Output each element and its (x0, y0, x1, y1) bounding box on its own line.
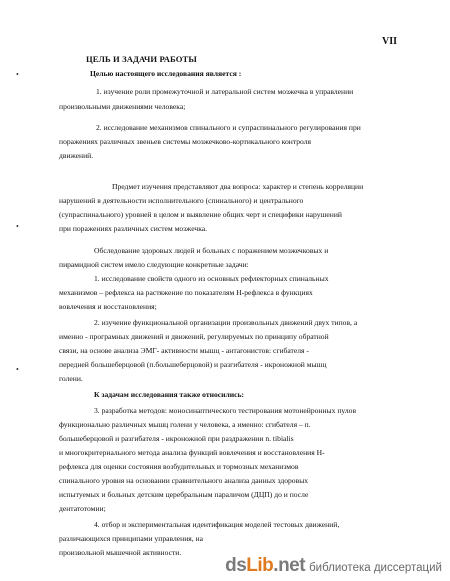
text-line: 4. отбор и экспериментальная идентификация моделей тестовых движений, (94, 520, 340, 529)
text-line: произвольными движениями человека; (59, 102, 186, 111)
text-line: 3. разработка методов: моносинаптического тестирования мотонейронных пулов (94, 406, 357, 415)
page-title: ЦЕЛЬ И ЗАДАЧИ РАБОТЫ (86, 54, 197, 64)
text-line: механизмов – рефлекса на растяжение по показателям Н-рефлекса в функциях (59, 288, 313, 297)
margin-bullet-mark: • (16, 70, 19, 79)
text-line: Целью настоящего исследования является : (90, 69, 242, 78)
text-line: связи, на основе анализа ЭМГ- активности мышц - антагонистов: сгибателя - (59, 346, 309, 355)
text-line: произвольной мышечной активности. (59, 548, 182, 557)
text-line: Предмет изучения представляют два вопроса: характер и степень корреляции (112, 182, 364, 191)
text-line: именно - програмных движений и движений, регулируемых по принципу обратной (59, 332, 329, 341)
text-line: К задачам исследования также относились: (94, 390, 245, 399)
text-line: вовлечения и восстановления; (59, 302, 157, 311)
text-line: большеберцовой и разгибателя - икроножной при раздражении n. tibialis (59, 434, 294, 443)
text-line: различающихся принципами управления, на (59, 534, 203, 543)
text-line: пирамидной систем имело следующие конкретные задачи: (59, 260, 249, 269)
text-line: дентатотомии; (59, 504, 106, 513)
text-line: спинального уровня на основании сравнительного анализа данных здоровых (59, 476, 309, 485)
text-line: функционально различных мышц голени у человека, а именно: сгибателя – п. (59, 420, 311, 429)
dslib-logo: dsLib.net (225, 555, 306, 576)
text-line: 2. исследование механизмов спинального и супраспинального регулирования при (96, 123, 361, 132)
text-line: движений. (59, 151, 94, 160)
text-line: испытуемых и больных детским церебральным параличом (ДЦП) до и после (59, 490, 309, 499)
text-line: голени. (59, 374, 83, 383)
text-line: Обследование здоровых людей и больных с поражением мозжечковых и (94, 246, 329, 255)
text-line: 1. изучение роли промежуточной и латеральной систем мозжечка в управлении (96, 87, 354, 96)
text-line: рефлекса для оценки состояния возбудительных и тормозных механизмов (59, 462, 299, 471)
text-line: при поражениях различных систем мозжечка. (59, 224, 208, 233)
page-number: VII (382, 36, 398, 47)
text-line: 2. изучение функциональной организации произвольных движений двух типов, а (94, 318, 358, 327)
text-line: 1. исследование свойств одного из основных рефлекторных спинальных (94, 274, 329, 283)
text-line: нарушений в деятельности исполнительного (спинального) и центрального (59, 196, 304, 205)
text-line: передней большеберцовой (п.большеберцовой) и разгибателя - икроножной мышц (59, 360, 327, 369)
text-line: и многокритериального метода анализа функций вовлечения и восстановления Н- (59, 448, 325, 457)
text-line: (супраспинального) уровней в целом и выявление общих черт и специфики нарушений (59, 210, 342, 219)
margin-bullet-mark: • (16, 222, 19, 231)
dslib-watermark[interactable] (225, 555, 442, 577)
watermark-subtitle: библиотека диссертаций (309, 562, 442, 574)
margin-bullet-mark: • (16, 365, 19, 374)
text-line: поражениях различных звеньев системы мозжечково-кортикального контроля (59, 137, 312, 146)
